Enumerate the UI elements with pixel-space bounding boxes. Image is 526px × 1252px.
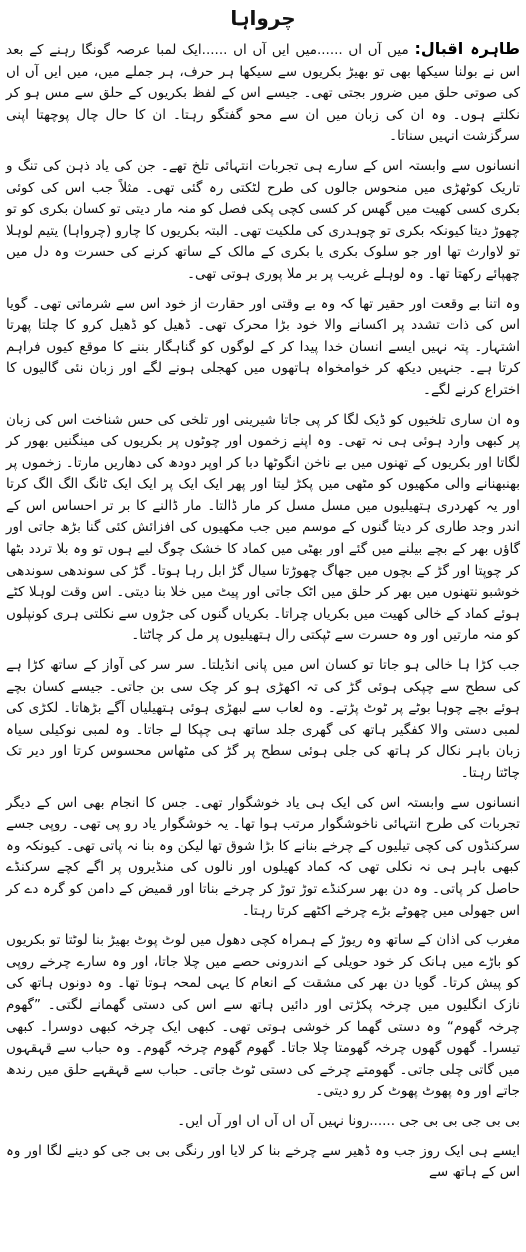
paragraph-7: مغرب کی اذان کے ساتھ وہ ریوڑ کے ہمراہ کچی دھول میں لوٹ پوٹ بھیڑ بنا لوٹتا تو بکریوں کو باڑے میں ہانک کر خود حویلی کے اندرونی حصے میں چلا جاتا، اور وہ سارے چرخے روپی کو پیش کرتا۔ گویا دن بھر کی مشقت کے انعام کا یہی لمحہ ہوتا تھا۔ وہ دونوں ہاتھ کی نازک انگلیوں میں چرخہ پکڑتی اور دائیں ہاتھ سے اس کی دستی گھمانے لگتی۔ ”گھوم چرخہ گھوم“ وہ دستی گھما کر خوشی ہوتی تھی۔ کبھی ایک چرخہ کبھی دوسرا۔ کبھی تیسرا۔ گھوں گھوں چرخہ گھومتا چلا جاتا۔ گھوم گھوم چرخہ گھوم۔ وہ حباب سے قہقہوں میں گاتی چلی جاتی۔ گھومتے چرخے کی دستی ٹوٹ جاتی۔ حباب سے قہقہے حلق میں رندھ جاتے اور وہ پھوٹ پھوٹ کر رو دیتی۔ bbox=[6, 932, 520, 1100]
paragraph-text: میں آں اں ......میں ایں آں اں ......ایک لمبا عرصہ گونگا رہنے کے بعد اس نے بولنا سیکھا بھی تو بھیڑ بکریوں سے سیکھا ہر حرف، ہر جملے میں، میں ایں آں اں کی صوتی حلق میں ضرور بجتی تھی۔ جیسے اس کے لفظ بکریوں کے حلق سے مس ہو کر نکلتے ہوں۔ وہ ان کی زبان میں ان سے محو گفتگو رہتا۔ ان کا حال چال پوچھتا اپنی سرگزشت انہیں سناتا۔ bbox=[6, 42, 520, 145]
paragraph-4: وہ ان ساری تلخیوں کو ڈیک لگا کر پی جاتا شیرینی اور تلخی کی حس شناخت اس کی زبان پر کبھی وارد ہوئی ہی نہ تھی۔ وہ اپنے زخموں اور چوٹوں پر بکریوں کی مینگنیں بھور کر لگاتا اور بکریوں کے تھنوں میں بے ناخن انگوٹھا دبا کر اوپر دودھ کی دھاریں مارتا۔ زخموں پر بھنبھنانے والی مکھیوں کو مٹھی میں پکڑ لیتا اور پھر ایک ایک پر ایک ایک ٹانگ الگ الگ کرتا اور یہ کھردری ہتھیلیوں میں مسل مسل کر مار ڈالتا۔ مار ڈالنے کا بر تر احساس اس کے اندر وجد طاری کر دیتا گنوں کے موسم میں جب مکھیوں کی افزائش کئی گنا بڑھ جاتی اور گاؤں بھر کے بچے بیلنے میں گئے اور بھٹی میں کماد کا خشک چوگ لیے ہوں تو وہ بلا تردد بٹھا کر چوپتا اور گڑ کے بچوں میں جھاگ چھوڑتا سیال گڑ ابل رہا ہوتا۔ گڑ کی سوندھی سوندھی خوشبو نتھنوں میں بھر کر حلق میں اٹک جاتی اور پیٹ میں خلا بنا دیتی۔ اس وقت لوہلا کٹے ہوئے کماد کے خالی کھیت میں بکریاں چراتا۔ بکریاں گنوں کی جڑوں سے نکلتی ہری کونپلوں کو منہ مارتیں اور وہ حسرت سے ٹپکتی رال ہتھیلیوں پر مل کر چاٹتا۔ bbox=[6, 411, 520, 644]
paragraph-1 bbox=[6, 38, 520, 148]
paragraph-3: وہ اتنا بے وقعت اور حقیر تھا کہ وہ بے وقتی اور حقارت از خود اس سے شرماتی تھی۔ گویا اس کی ذات تشدد پر اکسانے والا خود بڑا محرک تھی۔ ڈھیل کو ڈھیل کرو کا چلتا پھرتا اشتہار۔ پتہ نہیں ایسے انسان خدا پیدا کر کے لوگوں کو گناہگار بننے کا موقع کیوں فراہم کرتا ہے۔ جنہیں دیکھ کر خوامخواہ ہاتھوں میں کھجلی ہونے لگے اور زبان نئی گالیوں کا اختراع کرنے لگے۔ bbox=[6, 295, 520, 398]
paragraph-9: ایسے ہی ایک روز جب وہ ڈھیر سے چرخے بنا کر لایا اور رنگی بی بی جی کو دینے لگا اور وہ اس کے ہاتھ سے bbox=[6, 1142, 520, 1181]
article-title: چرواہا bbox=[230, 6, 296, 30]
paragraph-8: بی بی جی بی بی جی ......رونا نہیں آں اں آں اں اور آں ایں۔ bbox=[177, 1112, 520, 1129]
paragraph-6: انسانوں سے وابستہ اس کی ایک ہی یاد خوشگوار تھی۔ جس کا انجام بھی اس کے دیگر تجربات کی طرح انتہائی ناخوشگوار مرتب ہوا تھا۔ یہ خوشگوار یاد رو پی تھی۔ روپی جسے سرکنڈوں کی کچی تیلیوں کے چرخے بنانے کا بڑا شوق تھا لیکن وہ بنا نہ پاتی تھی۔ کیونکہ وہ کبھی باہر ہی نہ نکلی تھی کہ کماد کھیلوں اور نالوں کی منڈیروں پر اگے کچے سرکنڈے حاصل کر پاتی۔ وہ دن بھر سرکنڈے توڑ توڑ کر چرخے بناتا اور قمیض کے دامن کو گرہ دے کر اس جھولی میں چھوٹے بڑے چرخے اکٹھے کرتا رہتا۔ bbox=[6, 794, 520, 919]
paragraph-2: انسانوں سے وابستہ اس کے سارے ہی تجربات انتہائی تلخ تھے۔ جن کی یاد ذہن کی تنگ و تاریک کوٹھڑی میں منحوس جالوں کی طرح لٹکتی رہ گئی تھی۔ مثلاً جب اس کی کوئی بکری کسی کھیت میں گھس کر کسی کچی پکی فصل کو منہ مار دیتی تو کسان بکری کو تو چھوڑ دیتا کیونکہ بکری تو چوہدری کی ملکیت تھی۔ البتہ بکریوں کا چارو (چرواہا) یتیم لوہلا تو لاوارث تھا اور جو سلوک بکری یا بکری کے مالک کے ساتھ کرنے کی حسرت وہ دل میں چھپائے رکھتا تھا۔ وہ لوہلے غریب پر بر ملا پوری ہوتی تھی۔ bbox=[6, 157, 520, 282]
author-byline: طاہرہ اقبال: bbox=[414, 39, 521, 58]
paragraph-5: جب کڑا ہا خالی ہو جاتا تو کسان اس میں پانی انڈیلتا۔ سر سر کی آواز کے ساتھ کڑا ہے کی سطح سے چپکی ہوئی گڑ کی تہ اکھڑی ہو کر چک سی بن جاتی۔ جیسے کسان بچے ہوئے بچے چوہا بوٹے پر ٹوٹ پڑتے۔ وہ لعاب سے لبھڑی ہوئی ہتھیلیاں آگے بڑھاتا۔ لکڑی کی لمبی دستی والا کفگیر ہاتھ کی گھری جلد ساتھ ہی چپکا لے جاتا۔ وہ لمبی نوکیلی سیاہ زبان باہر نکال کر ہاتھ کی جلی ہوئی سطح پر گڑ کی مٹھاس محسوس کرتا اور دیر تک چاٹتا رہتا۔ bbox=[6, 657, 520, 781]
